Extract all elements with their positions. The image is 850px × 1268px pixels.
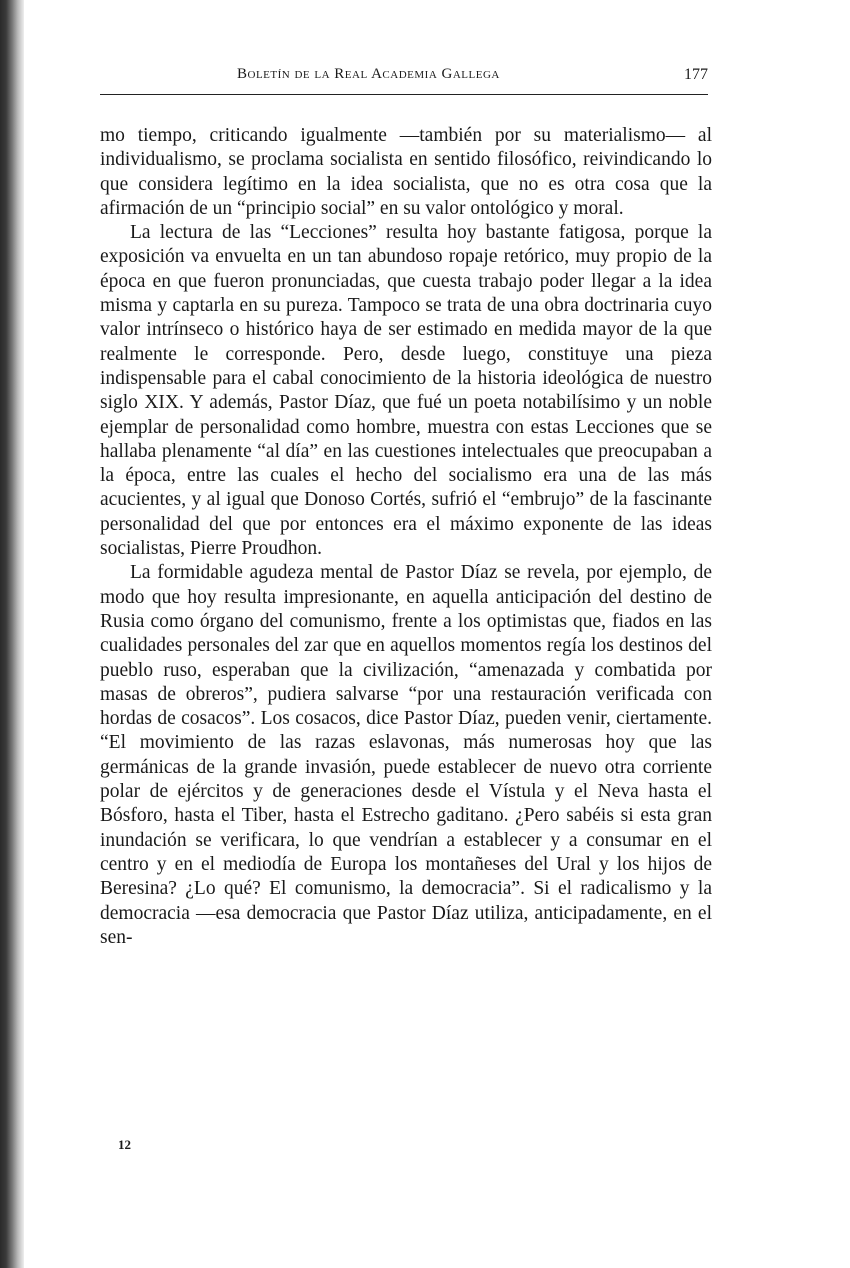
body-text [100, 124, 712, 950]
running-title: Boletín de la Real Academia Gallega [237, 66, 500, 82]
paragraph-3: La formidable agudeza mental de Pastor Díaz se revela, por ejemplo, de modo que hoy resulta impresionante, en aquella anticipación del destino de Rusia como órgano del comunismo, frente a los optimistas que, fiados en las cualidades personales del zar que en aquellos momentos regía los destinos del pueblo ruso, esperaban que la civilización, “amenazada y combatida por masas de obreros”, pudiera salvarse “por una restauración verificada con hordas de cosacos”. Los cosacos, dice Pastor Díaz, pueden venir, ciertamente. “El movimiento de las razas eslavonas, más numerosas hoy que las germánicas de la grande invasión, puede establecer de nuevo otra corriente polar de ejércitos y de generaciones desde el Vístula y el Neva hasta el Bósforo, hasta el Tiber, hasta el Estrecho gaditano. ¿Pero sabéis si esta gran inundación se verificara, lo que vendrían a establecer y a consumar en el centro y en el mediodía de Europa los montañeses del Ural y los hijos de Beresina? ¿Lo qué? El comunismo, la democracia”. Si el radicalismo y la democracia —esa democracia que Pastor Díaz utiliza, anticipadamente, en el sen- [100, 562, 712, 948]
binding-edge [0, 0, 24, 1268]
paragraph-1: mo tiempo, criticando igualmente —también por su materialismo— al individualismo, se proclama socialista en sentido filosófico, reivindicando lo que considera legítimo en la idea socialista, que no es otra cosa que la afirmación de un “principio social” en su valor ontológico y moral. [100, 125, 712, 219]
running-head [100, 64, 708, 95]
signature-mark: 12 [118, 1137, 131, 1152]
paragraph-2: La lectura de las “Lecciones” resulta hoy bastante fatigosa, porque la exposición va envuelta en un tan abundoso ropaje retórico, muy propio de la época en que fueron pronunciadas, que cuesta trabajo poder llegar a la idea misma y captarla en su pureza. Tampoco se trata de una obra doctrinaria cuyo valor intrínseco o histórico haya de ser estimado en medida mayor de la que realmente le corresponde. Pero, desde luego, constituye una pieza indispensable para el cabal conocimiento de la historia ideológica de nuestro siglo XIX. Y además, Pastor Díaz, que fué un poeta notabilísimo y un noble ejemplar de personalidad como hombre, muestra con estas Lecciones que se hallaba plenamente “al día” en las cuestiones intelectuales que preocupaban a la época, entre las cuales el hecho del socialismo era una de las más acucientes, y al igual que Donoso Cortés, sufrió el “embrujo” de la fascinante personalidad del que por entonces era el máximo exponente de las ideas socialistas, Pierre Proudhon. [100, 222, 712, 560]
page-number: 177 [684, 66, 708, 83]
